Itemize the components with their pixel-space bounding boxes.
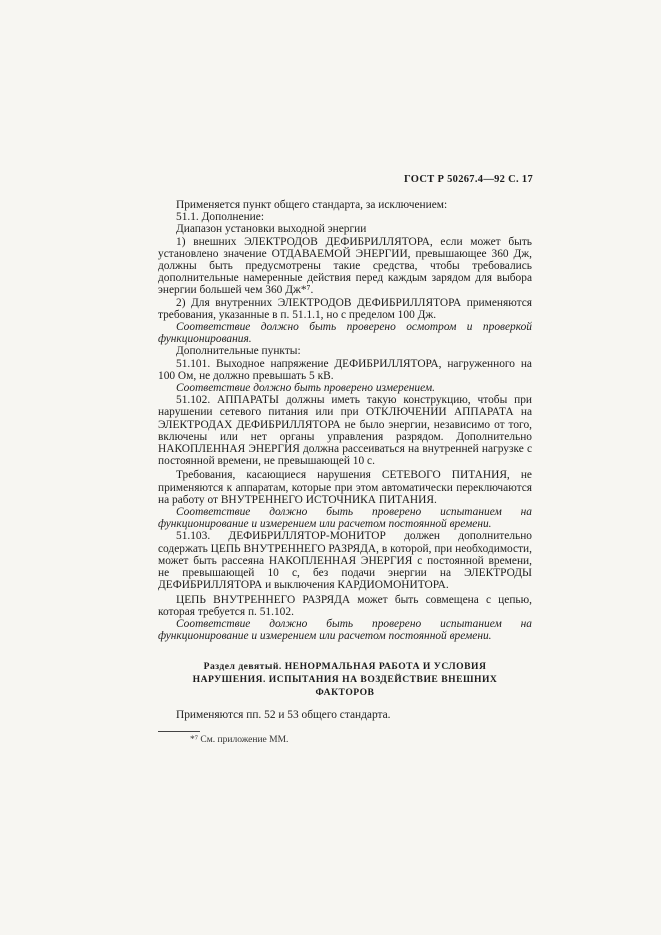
paragraph-intro: Применяется пункт общего стандарта, за исключением: xyxy=(176,199,448,211)
footnote: *⁷ См. приложение ММ. xyxy=(190,734,289,745)
section-heading xyxy=(158,660,532,699)
paragraph-compliance-measurement: Соответствие должно быть проверено измерением. xyxy=(176,382,436,395)
paragraph-external-electrodes: 1) внешних ЭЛЕКТРОДОВ ДЕФИБРИЛЛЯТОРА, если может быть установлено значение ОТДАВАЕМОЙ ЭНЕРГИИ, превышающее 360 Дж, должны быть предусмотрены такие средства, чтобы требовались дополнительные намеренные действия перед каждым зарядом для выбора энергии большей чем 360 Дж*⁷. xyxy=(158,235,532,297)
page-header: ГОСТ Р 50267.4—92 С. 17 xyxy=(404,174,533,185)
footnote-divider xyxy=(158,731,200,732)
paragraph-51-102: 51.102. АППАРАТЫ должны иметь такую конструкцию, чтобы при нарушении сетевого питания или при ОТКЛЮЧЕНИИ АППАРАТА на ЭЛЕКТРОДАХ ДЕФИБРИЛЛЯТОРА не было энергии, независимо от того, включены или нет органы управления разрядом. Дополнительно НАКОПЛЕННАЯ ЭНЕРГИЯ должна рассеиваться на внутренней нагрузке с постоянной времени, не превышающей 10 с. xyxy=(158,394,532,468)
paragraph-compliance-function-test: Соответствие должно быть проверено испытанием на функционирование и измерением или расчетом постоянной времени. xyxy=(158,506,532,531)
paragraph-compliance-function-test-2: Соответствие должно быть проверено испытанием на функционирование и измерением или расчетом постоянной времени. xyxy=(158,617,532,643)
paragraph-51-101: 51.101. Выходное напряжение ДЕФИБРИЛЛЯТОРА, нагруженного на 100 Ом, не должно превышать 5 кВ. xyxy=(158,357,532,382)
paragraph-internal-electrodes: 2) Для внутренних ЭЛЕКТРОДОВ ДЕФИБРИЛЛЯТОРА применяются требования, указанные в п. 51.1.1, но с пределом 100 Дж. xyxy=(158,296,532,321)
section-heading-line-3: ФАКТОРОВ xyxy=(315,687,375,699)
paragraph-closing: Применяются пп. 52 и 53 общего стандарта. xyxy=(176,709,391,722)
paragraph-additional-items: Дополнительные пункты: xyxy=(176,345,301,358)
paragraph-mains-requirements: Требования, касающиеся нарушения СЕТЕВОГО ПИТАНИЯ, не применяются к аппаратам, которые при этом автоматически переключаются на работу от ВНУТРЕННЕГО ИСТОЧНИКА ПИТАНИЯ. xyxy=(158,469,532,506)
paragraph-compliance-inspection: Соответствие должно быть проверено осмотром и проверкой функционирования. xyxy=(158,321,532,346)
paragraph-range-heading: Диапазон установки выходной энергии xyxy=(176,223,367,236)
document-body xyxy=(158,199,532,746)
section-heading-line-1: Раздел девятый. НЕНОРМАЛЬНАЯ РАБОТА И УСЛОВИЯ xyxy=(203,661,487,673)
paragraph-discharge-circuit: ЦЕПЬ ВНУТРЕННЕГО РАЗРЯДА может быть совмещена с цепью, которая требуется п. 51.102. xyxy=(158,593,532,618)
paragraph-51-1: 51.1. Дополнение: xyxy=(176,211,264,224)
section-heading-line-2: НАРУШЕНИЯ. ИСПЫТАНИЯ НА ВОЗДЕЙСТВИЕ ВНЕШНИХ xyxy=(192,674,498,686)
paragraph-51-103: 51.103. ДЕФИБРИЛЛЯТОР-МОНИТОР должен дополнительно содержать ЦЕПЬ ВНУТРЕННЕГО РАЗРЯДА, в которой, при необходимости, может быть рассеяна НАКОПЛЕННАЯ ЭНЕРГИЯ с постоянной времени, не превышающей 10 с, без подачи энергии на ЭЛЕКТРОДЫ ДЕФИБРИЛЛЯТОРА и выключения КАРДИОМОНИТОРА. xyxy=(158,530,532,592)
